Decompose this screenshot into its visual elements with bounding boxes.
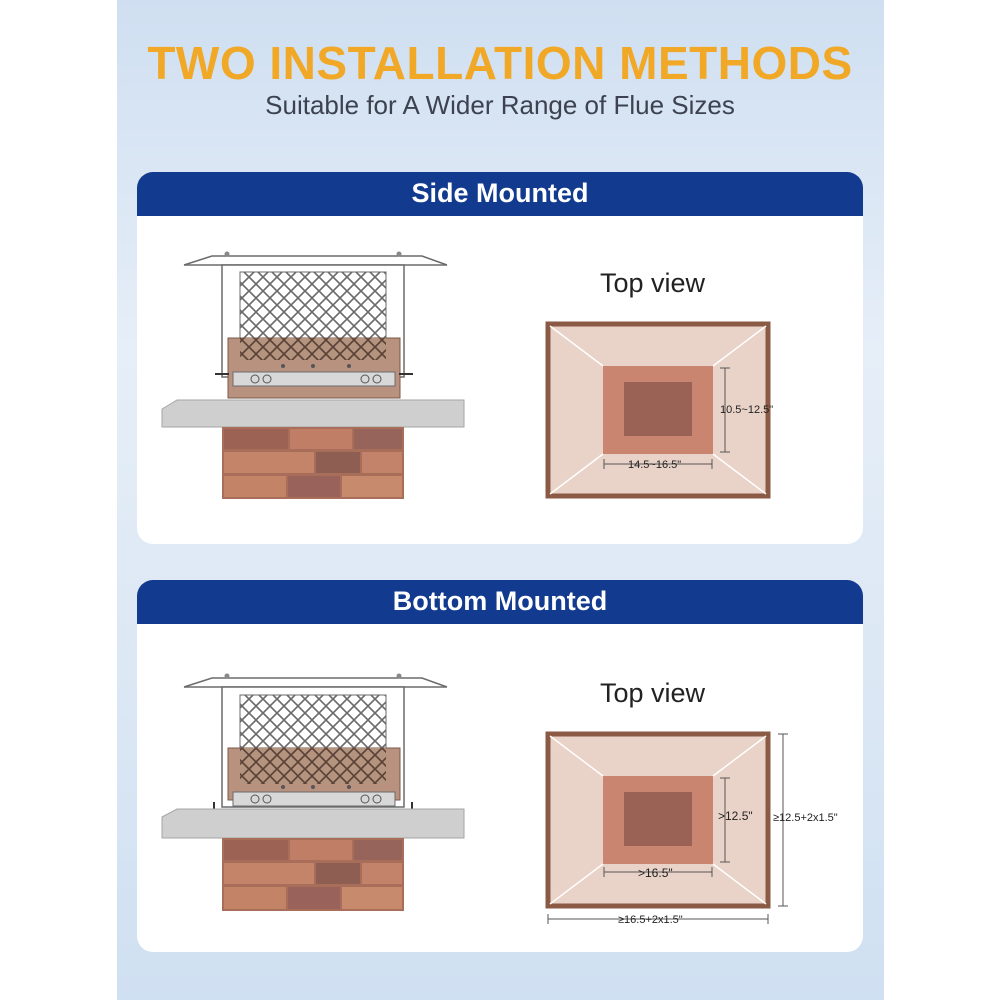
side-width-dimension: 14.5~16.5" [628,459,682,471]
flue-inner [624,792,692,846]
bottom-inner-height-dimension: >12.5" [718,809,753,823]
side-mounted-panel [137,172,863,544]
bottom-mounted-heading: Bottom Mounted [137,580,863,624]
side-mounted-top-view-diagram [137,172,863,544]
bottom-outer-width-dimension: ≥16.5+2x1.5" [618,914,683,926]
bottom-topview-label: Top view [600,678,706,708]
bottom-mounted-panel [137,580,863,952]
bottom-mounted-top-view-diagram [137,580,863,952]
side-height-dimension: 10.5~12.5" [720,404,774,416]
side-mounted-heading: Side Mounted [137,172,863,216]
bottom-outer-height-dimension: ≥12.5+2x1.5" [773,812,838,824]
page-subtitle: Suitable for A Wider Range of Flue Sizes [265,90,735,120]
flue-inner [624,382,692,436]
bottom-inner-width-dimension: >16.5" [638,866,673,880]
page-title: TWO INSTALLATION METHODS [147,37,853,89]
side-topview-label: Top view [600,268,706,298]
